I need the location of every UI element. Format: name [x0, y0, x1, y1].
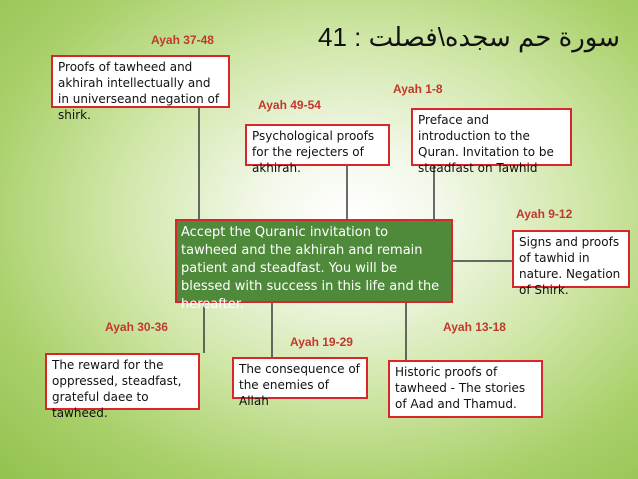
node-box-19-29: The consequence of the enemies of Allah [232, 357, 368, 399]
node-box-30-36: The reward for the oppressed, steadfast, grateful daee to tawheed. [45, 353, 200, 410]
node-box-1-8: Preface and introduction to the Quran. Invitation to be steadfast on Tawhid [411, 108, 572, 166]
ayah-label-1-8: Ayah 1-8 [393, 82, 443, 96]
ayah-label-37-48: Ayah 37-48 [151, 33, 214, 47]
node-box-9-12: Signs and proofs of tawhid in nature. Negation of Shirk. [512, 230, 630, 288]
node-box-37-48: Proofs of tawheed and akhirah intellectually and in universeand negation of shirk. [51, 55, 230, 108]
ayah-label-13-18: Ayah 13-18 [443, 320, 506, 334]
node-box-13-18: Historic proofs of tawheed - The stories of Aad and Thamud. [388, 360, 543, 418]
ayah-label-9-12: Ayah 9-12 [516, 207, 573, 221]
ayah-label-30-36: Ayah 30-36 [105, 320, 168, 334]
ayah-label-49-54: Ayah 49-54 [258, 98, 321, 112]
central-theme-box: Accept the Quranic invitation to tawheed and the akhirah and remain patient and steadfast. You will be blessed with success in this life and the hereafter. [175, 219, 453, 303]
ayah-label-19-29: Ayah 19-29 [290, 335, 353, 349]
node-box-49-54: Psychological proofs for the rejecters of akhirah. [245, 124, 390, 166]
surah-title: 41 : سورة حم سجده\فصلت [318, 22, 620, 52]
